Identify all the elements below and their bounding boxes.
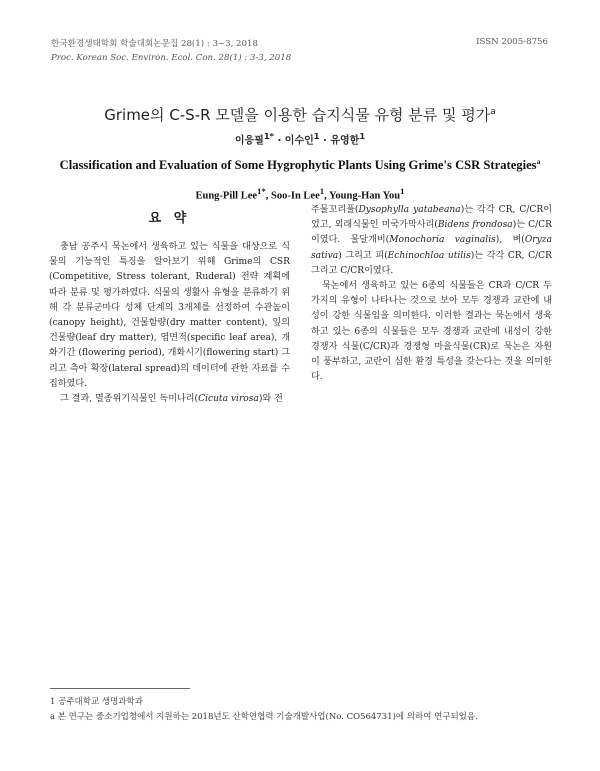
title-korean: Grime의 C-S-R 모델을 이용한 습지식물 유형 분류 및 평가$^a$ [104, 106, 496, 124]
abstract-paragraph-1: 충남 공주시 묵논에서 생육하고 있는 식물을 대상으로 식물의 기능적인 특징을 알아보기 위해 Grime의 CSR (Competitive, Stress tolerant, Ruderal) 전략 계획에 따라 분류 및 평가하였다. 식물의 생활사 유형을 분류하기 위해 각 분류군마다 성체 단계의 3개체를 선정하여 수관높이 (canopy height), 건물함량(dry matter content), 잎의 건물량(leaf dry matter), 엽면적(specific leaf area), 개화기간 (flowering period), 개화시기(flowering start) 그리고 측아 확장(lateral spread)의 데이터에 관한 자료를 수집하였다. [49, 242, 290, 389]
abstract-right-column [311, 203, 552, 385]
title-english: Classification and Evaluation of Some Hygrophytic Plants Using Grime's CSR Strategies$^a$ [59, 157, 541, 173]
issn: ISSN 2005-8756 [476, 37, 548, 47]
footnote-funding: a 본 연구는 중소기업청에서 지원하는 2018년도 산학연협력 기술개발사업(No. CO564731)에 의하여 연구되었음. [50, 712, 478, 722]
abstract-paragraph-2: 그 결과, 멸종위기식물인 독미나리(Cicuta virosa)와 전 [60, 394, 283, 405]
running-header [51, 37, 291, 65]
authors-english: Eung-Pill Lee$^{1*}$, Soo-In Lee$^1$, Young-Han You$^1$ [195, 186, 405, 202]
authors-korean: 이응필$^{1*}$ · 이수인$^1$ · 유영한$^1$ [234, 131, 366, 147]
journal-korean: 한국환경생태학회 학술대회논문집 28(1) : 3~3, 2018 [51, 39, 258, 49]
abstract-paragraph-3: 주물꼬리풀(Dysophylla yatabeana)는 각각 CR, C/CR이었고, 외래식물인 미국가막사리(Bidens frondosa)는 C/CR 이였다. 물달개비(Monochoria vaginalis), 벼(Oryza sativa) 그리고 피(Echinochloa utilis)는 각각 CR, C/CR 그리고 C/CR이였다. [311, 205, 552, 276]
abstract-heading: 요 약 [148, 211, 191, 226]
footnote-affiliation: 1 공주대학교 생명과학과 [50, 697, 143, 707]
journal-english: Proc. Korean Soc. Environ. Ecol. Con. 28(1) : 3-3, 2018 [51, 53, 292, 63]
footnote-divider [50, 688, 190, 689]
abstract-paragraph-4: 묵논에서 생육하고 있는 6종의 식물들은 CR과 C/CR 두 가지의 유형이 나타나는 것으로 보아 모두 경쟁과 교란에 내성이 강한 식물임을 의미한다. 이러한 결과는 묵논에서 생육하고 있는 6종의 식물들은 모두 경쟁과 교란에 내성이 강한 경쟁자 식물(C/CR)과 경쟁형 마을식물(CR)로 묵논은 자원이 풍부하고, 교란이 심한 환경 특성을 갖는다는 것을 의미한다. [311, 281, 552, 383]
abstract-left-column [49, 240, 290, 407]
